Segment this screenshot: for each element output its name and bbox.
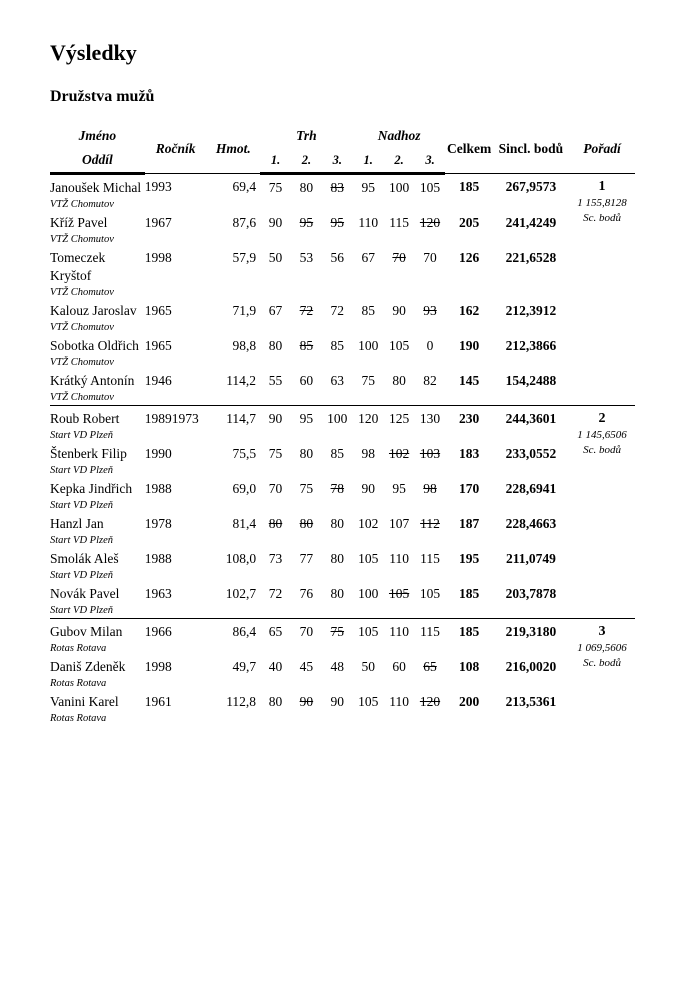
table-row (50, 300, 635, 335)
snatch-attempt-3: 56 (330, 250, 345, 265)
athlete-weight: 112,8 (226, 694, 257, 709)
cj-attempt-1: 110 (358, 215, 379, 230)
table-row (50, 212, 635, 247)
table-header (50, 124, 635, 174)
cj-attempt-1: 120 (353, 406, 384, 444)
snatch-attempt-1: 75 (268, 446, 283, 461)
athlete-club: VTŽ Chomutov (50, 392, 114, 403)
cj-attempt-3: 105 (415, 174, 446, 213)
athlete-cell (50, 619, 145, 657)
header-club: Oddíl (50, 148, 145, 174)
snatch-attempt-2: 76 (299, 586, 314, 601)
athlete-name: Roub Robert (50, 411, 120, 426)
athlete-name: Novák Pavel (50, 586, 120, 601)
athlete-sinclair: 221,6528 (505, 250, 557, 265)
athlete-year: 1978 (144, 516, 172, 531)
snatch-attempt-1: 75 (260, 174, 291, 213)
athlete-sinclair: 211,0749 (505, 551, 556, 566)
cj-attempt-3: 120 (419, 215, 441, 230)
athlete-name: Krátký Antonín (50, 373, 135, 388)
athlete-club: Start VD Plzeň (50, 535, 113, 546)
header-cj: Nadhoz (377, 128, 421, 143)
header-snatch: Trh (296, 128, 317, 143)
cj-attempt-1: 100 (358, 338, 379, 353)
table-row (50, 656, 635, 691)
athlete-name: Gubov Milan (50, 624, 123, 639)
results-table (50, 124, 635, 726)
snatch-attempt-3: 85 (330, 446, 345, 461)
athlete-club: Rotas Rotava (50, 643, 107, 654)
page-title: Výsledky (50, 40, 137, 65)
athlete-year: 1965 (144, 303, 172, 318)
snatch-attempt-2: 95 (299, 215, 314, 230)
athlete-weight: 86,4 (207, 619, 261, 657)
athlete-weight: 69,0 (232, 481, 257, 496)
snatch-attempt-2: 70 (291, 619, 322, 657)
cj-attempt-1: 50 (361, 659, 375, 674)
snatch-attempt-1: 67 (268, 303, 283, 318)
team-points: 1 155,8128 (577, 197, 627, 209)
athlete-name: Janoušek Michal (50, 180, 142, 195)
athlete-cell (50, 370, 145, 406)
athlete-weight: 98,8 (232, 338, 257, 353)
snatch-attempt-2: 53 (299, 250, 314, 265)
section-title: Družstva mužů (50, 88, 155, 105)
athlete-weight: 102,7 (225, 586, 257, 601)
team-points: 1 145,6506 (577, 429, 627, 441)
results-body (50, 174, 635, 727)
athlete-total: 205 (459, 215, 480, 230)
cj-attempt-3: 65 (423, 659, 437, 674)
cj-attempt-2: 95 (392, 481, 406, 496)
athlete-total: 190 (459, 338, 480, 353)
header-snatch-2: 2. (291, 148, 322, 174)
athlete-cell (50, 406, 145, 444)
cj-attempt-1: 100 (358, 586, 379, 601)
cj-attempt-1: 95 (353, 174, 384, 213)
cj-attempt-1: 67 (361, 250, 375, 265)
header-sinclair: Sincl. bodů (498, 141, 564, 156)
athlete-name: Hanzl Jan (50, 516, 104, 531)
athlete-weight: 114,2 (226, 373, 257, 388)
snatch-attempt-1: 65 (260, 619, 291, 657)
athlete-cell (50, 478, 145, 513)
athlete-total: 195 (459, 551, 480, 566)
cj-attempt-2: 105 (388, 338, 410, 353)
athlete-cell (50, 583, 145, 619)
snatch-attempt-3: 72 (330, 303, 345, 318)
athlete-sinclair: 212,3912 (505, 303, 557, 318)
header-cj-3: 3. (415, 148, 446, 174)
cj-attempt-3: 105 (419, 586, 441, 601)
header-snatch-3: 3. (322, 148, 353, 174)
athlete-weight: 69,4 (207, 174, 261, 213)
table-row (50, 513, 635, 548)
snatch-attempt-1: 90 (260, 406, 291, 444)
snatch-attempt-1: 80 (268, 338, 283, 353)
team-points-label: Sc. bodů (583, 657, 621, 669)
athlete-weight: 71,9 (232, 303, 257, 318)
cj-attempt-3: 115 (420, 551, 440, 566)
athlete-weight: 75,5 (232, 446, 257, 461)
athlete-club: VTŽ Chomutov (50, 357, 114, 368)
snatch-attempt-3: 100 (322, 406, 353, 444)
snatch-attempt-2: 60 (299, 373, 314, 388)
cj-attempt-2: 110 (389, 551, 409, 566)
team-place-cell (569, 174, 635, 406)
cj-attempt-2: 90 (392, 303, 406, 318)
cj-attempt-2: 60 (392, 659, 406, 674)
cj-attempt-2: 110 (389, 694, 409, 709)
cj-attempt-3: 70 (423, 250, 437, 265)
snatch-attempt-2: 90 (299, 694, 314, 709)
cj-attempt-3: 82 (423, 373, 437, 388)
table-row (50, 619, 635, 657)
athlete-total: 185 (459, 586, 480, 601)
cj-attempt-2: 125 (384, 406, 415, 444)
athlete-weight: 57,9 (232, 250, 257, 265)
athlete-year: 1993 (145, 174, 207, 213)
athlete-year: 1988 (144, 481, 172, 496)
athlete-club: Start VD Plzeň (50, 570, 113, 581)
cj-attempt-2: 105 (388, 586, 410, 601)
team-place: 1 (598, 179, 606, 194)
athlete-cell (50, 548, 145, 583)
athlete-sinclair: 241,4249 (505, 215, 557, 230)
snatch-attempt-2: 80 (299, 446, 314, 461)
snatch-attempt-2: 45 (299, 659, 314, 674)
header-year: Ročník (155, 140, 196, 156)
cj-attempt-1: 105 (358, 694, 379, 709)
cj-attempt-1: 102 (358, 516, 379, 531)
table-row (50, 406, 635, 444)
cj-attempt-3: 130 (415, 406, 446, 444)
athlete-name: Vanini Karel (50, 694, 119, 709)
athlete-name: Smolák Aleš (50, 551, 119, 566)
athlete-club: Rotas Rotava (50, 713, 107, 724)
snatch-attempt-3: 48 (330, 659, 345, 674)
snatch-attempt-3: 78 (330, 481, 345, 496)
athlete-sinclair: 219,3180 (493, 619, 569, 657)
snatch-attempt-2: 80 (299, 516, 314, 531)
header-place: Pořadí (583, 140, 621, 156)
snatch-attempt-2: 85 (299, 338, 314, 353)
athlete-club: Start VD Plzeň (50, 465, 113, 476)
snatch-attempt-3: 80 (330, 586, 345, 601)
snatch-attempt-1: 72 (268, 586, 283, 601)
athlete-name: Sobotka Oldřich (50, 338, 139, 353)
table-row (50, 691, 635, 726)
table-row (50, 548, 635, 583)
cj-attempt-1: 98 (361, 446, 375, 461)
athlete-club: VTŽ Chomutov (50, 234, 114, 245)
cj-attempt-2: 102 (388, 446, 410, 461)
athlete-club: VTŽ Chomutov (50, 287, 114, 298)
snatch-attempt-1: 90 (268, 215, 283, 230)
snatch-attempt-1: 80 (268, 694, 283, 709)
cj-attempt-1: 75 (361, 373, 375, 388)
athlete-weight: 108,0 (225, 551, 257, 566)
athlete-cell (50, 212, 145, 247)
snatch-attempt-3: 85 (330, 338, 345, 353)
athlete-year: 1946 (144, 373, 172, 388)
athlete-name: Kříž Pavel (50, 215, 108, 230)
athlete-club: VTŽ Chomutov (50, 322, 114, 333)
athlete-sinclair: 233,0552 (505, 446, 557, 461)
team-place: 2 (598, 411, 606, 426)
cj-attempt-2: 115 (389, 215, 409, 230)
athlete-cell (50, 513, 145, 548)
table-row (50, 443, 635, 478)
team-place-cell (569, 619, 635, 727)
athlete-year: 1966 (145, 619, 207, 657)
cj-attempt-2: 80 (392, 373, 406, 388)
athlete-cell (50, 443, 145, 478)
athlete-weight: 81,4 (232, 516, 257, 531)
table-row (50, 174, 635, 213)
snatch-attempt-3: 63 (330, 373, 345, 388)
table-row (50, 583, 635, 619)
cj-attempt-2: 70 (392, 250, 406, 265)
cj-attempt-2: 100 (384, 174, 415, 213)
cj-attempt-3: 98 (423, 481, 437, 496)
header-cj-1: 1. (353, 148, 384, 174)
snatch-attempt-1: 73 (268, 551, 283, 566)
athlete-weight: 49,7 (232, 659, 257, 674)
cj-attempt-1: 105 (358, 551, 379, 566)
athlete-sinclair: 267,9573 (493, 174, 569, 213)
athlete-club: Start VD Plzeň (50, 430, 113, 441)
athlete-cell (50, 247, 145, 300)
athlete-cell (50, 300, 145, 335)
athlete-year: 1965 (144, 338, 172, 353)
athlete-total: 162 (459, 303, 480, 318)
snatch-attempt-3: 90 (330, 694, 345, 709)
athlete-name: Kalouz Jaroslav (50, 303, 137, 318)
athlete-sinclair: 228,6941 (505, 481, 557, 496)
athlete-club: Start VD Plzeň (50, 605, 113, 616)
athlete-cell (50, 335, 145, 370)
athlete-total: 108 (459, 659, 480, 674)
cj-attempt-3: 103 (419, 446, 441, 461)
cj-attempt-1: 90 (361, 481, 375, 496)
snatch-attempt-2: 77 (299, 551, 314, 566)
athlete-sinclair: 203,7878 (505, 586, 557, 601)
cj-attempt-3: 112 (420, 516, 440, 531)
athlete-total: 200 (459, 694, 480, 709)
athlete-sinclair: 228,4663 (505, 516, 557, 531)
table-row (50, 335, 635, 370)
snatch-attempt-2: 72 (299, 303, 314, 318)
athlete-club: Rotas Rotava (50, 678, 107, 689)
snatch-attempt-3: 80 (330, 516, 345, 531)
cj-attempt-3: 0 (426, 338, 434, 353)
table-row (50, 478, 635, 513)
snatch-attempt-1: 40 (268, 659, 283, 674)
athlete-total: 183 (459, 446, 480, 461)
athlete-sinclair: 216,0020 (505, 659, 557, 674)
snatch-attempt-3: 75 (322, 619, 353, 657)
athlete-club: Start VD Plzeň (50, 500, 113, 511)
team-place: 3 (598, 624, 606, 639)
header-total: Celkem (447, 140, 492, 156)
team-points-label: Sc. bodů (583, 212, 621, 224)
cj-attempt-1: 85 (361, 303, 375, 318)
athlete-total: 230 (445, 406, 492, 444)
athlete-year: 1998 (144, 250, 172, 265)
snatch-attempt-2: 75 (299, 481, 314, 496)
athlete-total: 185 (445, 619, 492, 657)
athlete-name: Štenberk Filip (50, 446, 127, 461)
athlete-year: 1990 (144, 446, 172, 461)
header-snatch-1: 1. (260, 148, 291, 174)
athlete-total: 185 (445, 174, 492, 213)
athlete-cell (50, 691, 145, 726)
snatch-attempt-3: 95 (330, 215, 345, 230)
athlete-total: 170 (459, 481, 480, 496)
snatch-attempt-1: 55 (268, 373, 283, 388)
snatch-attempt-1: 50 (268, 250, 283, 265)
athlete-year: 1963 (144, 586, 172, 601)
snatch-attempt-1: 70 (268, 481, 283, 496)
athlete-year: 1967 (144, 215, 172, 230)
athlete-name: Kepka Jindřich (50, 481, 133, 496)
snatch-attempt-1: 80 (268, 516, 283, 531)
athlete-total: 126 (459, 250, 480, 265)
team-points: 1 069,5606 (577, 642, 627, 654)
athlete-total: 187 (459, 516, 480, 531)
snatch-attempt-3: 83 (322, 174, 353, 213)
athlete-name: Tomeczek Kryštof (50, 250, 106, 283)
header-cj-2: 2. (384, 148, 415, 174)
table-row (50, 247, 635, 300)
athlete-sinclair: 244,3601 (493, 406, 569, 444)
athlete-year: 1961 (144, 694, 172, 709)
cj-attempt-3: 115 (415, 619, 446, 657)
athlete-cell (50, 656, 145, 691)
cj-attempt-2: 107 (388, 516, 410, 531)
team-points-label: Sc. bodů (583, 444, 621, 456)
team-place-cell (569, 406, 635, 619)
cj-attempt-3: 93 (423, 303, 437, 318)
cj-attempt-3: 120 (419, 694, 441, 709)
table-row (50, 370, 635, 406)
athlete-year: 1988 (144, 551, 172, 566)
athlete-total: 145 (459, 373, 480, 388)
snatch-attempt-3: 80 (330, 551, 345, 566)
header-name: Jméno (78, 128, 117, 143)
cj-attempt-2: 110 (384, 619, 415, 657)
athlete-sinclair: 154,2488 (505, 373, 557, 388)
athlete-weight: 87,6 (232, 215, 257, 230)
snatch-attempt-2: 80 (291, 174, 322, 213)
athlete-year: 1998 (144, 659, 172, 674)
cj-attempt-1: 105 (353, 619, 384, 657)
header-weight: Hmot. (215, 140, 251, 156)
athlete-club: VTŽ Chomutov (50, 199, 114, 210)
snatch-attempt-2: 95 (291, 406, 322, 444)
athlete-sinclair: 213,5361 (505, 694, 557, 709)
athlete-weight: 114,7 (207, 406, 261, 444)
athlete-year: 19891973 (145, 406, 207, 444)
athlete-cell (50, 174, 145, 213)
athlete-sinclair: 212,3866 (505, 338, 557, 353)
athlete-name: Daniš Zdeněk (50, 659, 126, 674)
